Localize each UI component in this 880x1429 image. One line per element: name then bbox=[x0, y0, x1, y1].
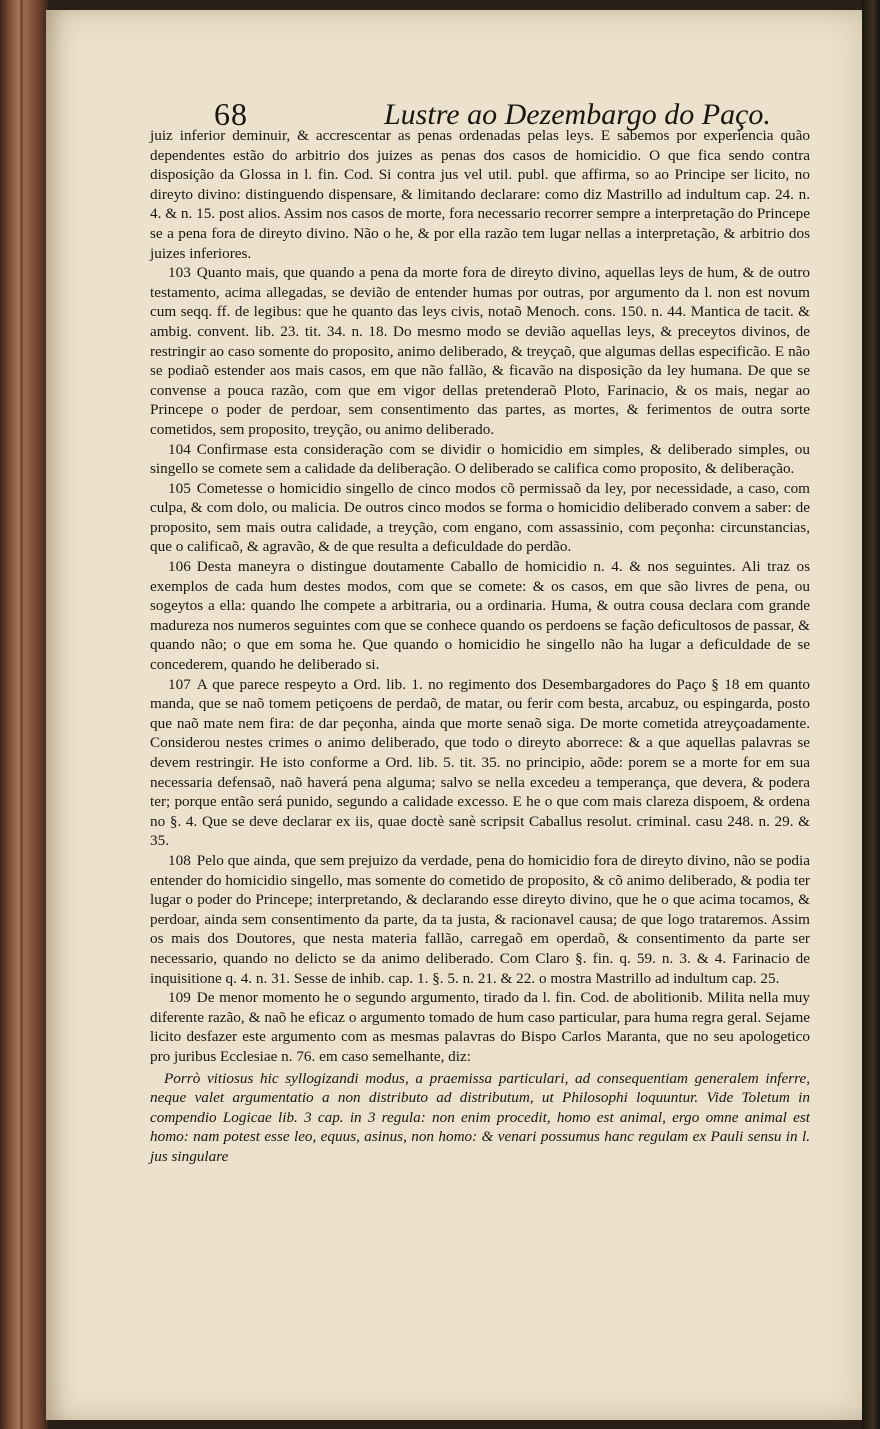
binding-spine-line bbox=[20, 0, 23, 1429]
paragraph-106 bbox=[150, 557, 810, 675]
paragraph-text: De menor momento he o segundo argumento, tirado da l. fin. Cod. de abolitionib. Milita nella muy diferente razão, & naõ he eficaz o argumento tomado de hum caso particular, para huma regra geral. Sejame licito desfazer este argumento com as mesmas palavras do Bispo Carlos Maranta, que no seu apologetico pro juribus Ecclesiae n. 76. em caso semelhante, diz: bbox=[150, 989, 810, 1065]
paragraph-continuation bbox=[150, 126, 810, 263]
paragraph-text: Quanto mais, que quando a pena da morte fora de direyto divino, aquellas leys de hum, & de outro testamento, acima allegadas, se devião de entender humas por outras, por argumento da l. non est novum cum seqq. ff. de legibus: que he quanto das leys civis, notaõ Menoch. cons. 150. n. 44. Mantica de tacit. & ambig. convent. lib. 23. tit. 34. n. 18. Do mesmo modo se devião aquellas leys, & preceytos divinos, de restringir ao caso somente do proposito, animo deliberado, & treyçaõ, que algumas dellas especificão. E não se podiaõ estender aos mais casos, em que não fallão, & ficavão na disposição da ley humana. De que se convense a pouca razão, com que em vigor dellas pretenderaõ Ploto, Farinacio, & os mais, negar ao Princepe o poder de perdoar, sem consentimento das partes, as mortes, & ferimentos de outra sorte cometidos, sem proposito, treyção, ou animo deliberado. bbox=[150, 264, 810, 438]
paragraph-text: Desta maneyra o distingue doutamente Caballo de homicidio n. 4. & nos seguintes. Ali traz os exemplos de cada hum destes modos, com que se comete: & os casos, em que são livres de pena, ou sogeytos a ella: quando lhe compete a arbitraria, ou a ordinaria. Huma, & outra cousa declara com grande madureza nos numeros seguintes com que se conhece quando os perdoens se fação deficultosos de passar, & quando não; o que em soma he. Que quando o homicidio he singello não ha lugar a deficuldade de se concederem, quando he deliberado si. bbox=[150, 558, 810, 674]
paragraph-number: 107 bbox=[168, 675, 191, 693]
paragraph-104 bbox=[150, 440, 810, 479]
paragraph-text: Pelo que ainda, que sem prejuizo da verdade, pena do homicidio fora de direyto divino, não se podia entender do homicidio singello, mas somente do cometido de proposito, & cõ animo deliberado, & podia ter lugar o poder do Princepe; interpretando, & declarando esse direyto divino, que he o que acima tocamos, & perdoar, ainda sem consentimento da parte, da ta justa, & racionavel causa; de que logo trataremos. Assim os mais dos Doutores, que nesta materia fallão, carregaõ em operdaõ, & consentimento da parte ser necessario, quando no delicto se da animo deliberado. Com Claro §. fin. q. 59. n. 3. & 4. Farinacio de inquisitione q. 4. n. 31. Sesse de inhib. cap. 1. §. 5. n. 21. & 22. o mostra Mastrillo ad indultum cap. 25. bbox=[150, 851, 810, 987]
paragraph-number: 105 bbox=[168, 479, 191, 497]
paragraph-text: A que parece respeyto a Ord. lib. 1. no regimento dos Desembargadores do Paço § 18 em quanto manda, que se naõ tomem petiçoens de perdaõ, de matar, ou ferir com besta, arcabuz, ou espingarda, posto que naõ mate nem fira: de dar peçonha, ainda que morte senaõ siga. De morte cometida atreyçoadamente. Considerou nestes crimes o animo deliberado, que todo o direyto aborrece: & a que aquellas palavras se devem restringir. He isto conforme a Ord. lib. 5. tit. 35. no principio, aõde: porem se a morte for em sua necessaria defensaõ, naõ haverá pena alguma; salvo se nella excedeu a temperança, que devera, & podera ter; porque então será punido, segundo a calidade excesso. E he o que com mais clareza dispoem, & ordena no §. 4. Que se deve declarar ex iis, quae doctè sanè scripsit Caballus resolut. criminal. casu 248. n. 29. & 35. bbox=[150, 675, 810, 850]
paragraph-number: 104 bbox=[168, 440, 191, 458]
latin-quotation: Porrò vitiosus hic syllogizandi modus, a praemissa particulari, ad consequentiam generalem inferre, neque valet argumentatio a non distributo ad distributum, ut Philosophi loquuntur. Vide Toletum in compendio Logicae lib. 3 cap. in 3 regula: non enim procedit, homo est animal, ergo omne animal est homo: nam potest esse leo, equus, asinus, non homo: & venari possumus hanc regulam ex Pauli sensu in l. jus singulare bbox=[150, 1069, 810, 1165]
paragraph-text: Cometesse o homicidio singello de cinco modos cõ permissaõ da ley, por necessidade, a caso, com culpa, & com dolo, ou malicia. De outros cinco modos se forma o homicidio deliberado convem a saber: de proposito, sem mais outra calidade, a treyção, com engano, com assassinio, com peçonha: circunstancias, que o calificaõ, & agravão, & de que resulta a deficuldade do perdão. bbox=[150, 479, 810, 556]
paragraph-number: 106 bbox=[168, 558, 191, 576]
paragraph-number: 103 bbox=[168, 264, 191, 282]
paragraph-number: 108 bbox=[168, 851, 191, 869]
paragraph-text: Confirmase esta consideração com se dividir o homicidio em simples, & deliberado simples, ou singello se comete sem a calidade da deliberação. O deliberado se califica como proposito, & deliberação. bbox=[150, 440, 810, 478]
paragraph-105 bbox=[150, 479, 810, 557]
page-number: 68 bbox=[214, 96, 248, 132]
paragraph-107 bbox=[150, 675, 810, 851]
paragraph-108 bbox=[150, 851, 810, 988]
paragraph-109 bbox=[150, 988, 810, 1066]
paragraph-text: juiz inferior deminuir, & accrescentar as penas ordenadas pelas leys. E sabemos por experiencia quão dependentes estão do arbitrio dos juizes as penas dos casos de homicidio. O que fica sendo contra disposição da Glossa in l. fin. Cod. Si contra jus vel util. publ. que affirma, so ao Principe ser licito, no direyto divino: distinguendo dispensare, & limitando declarare: como diz Mastrillo ad indultum cap. 24. n. 4. & n. 15. post alios. Assim nos casos de morte, fora necessario recorrer sempre a interpretação do Princepe se a pena fora de direyto divino. Não o he, & por ella razão tem lugar nellas a interpretação, & arbitrio dos juizes inferiores. bbox=[150, 127, 810, 262]
facing-page-edge bbox=[862, 0, 880, 1429]
paragraph-number: 109 bbox=[168, 989, 191, 1007]
running-head: Lustre ao Dezembargo do Paço. bbox=[384, 98, 771, 131]
paragraph-103 bbox=[150, 263, 810, 439]
body-text bbox=[150, 126, 810, 1166]
book-binding bbox=[0, 0, 48, 1429]
